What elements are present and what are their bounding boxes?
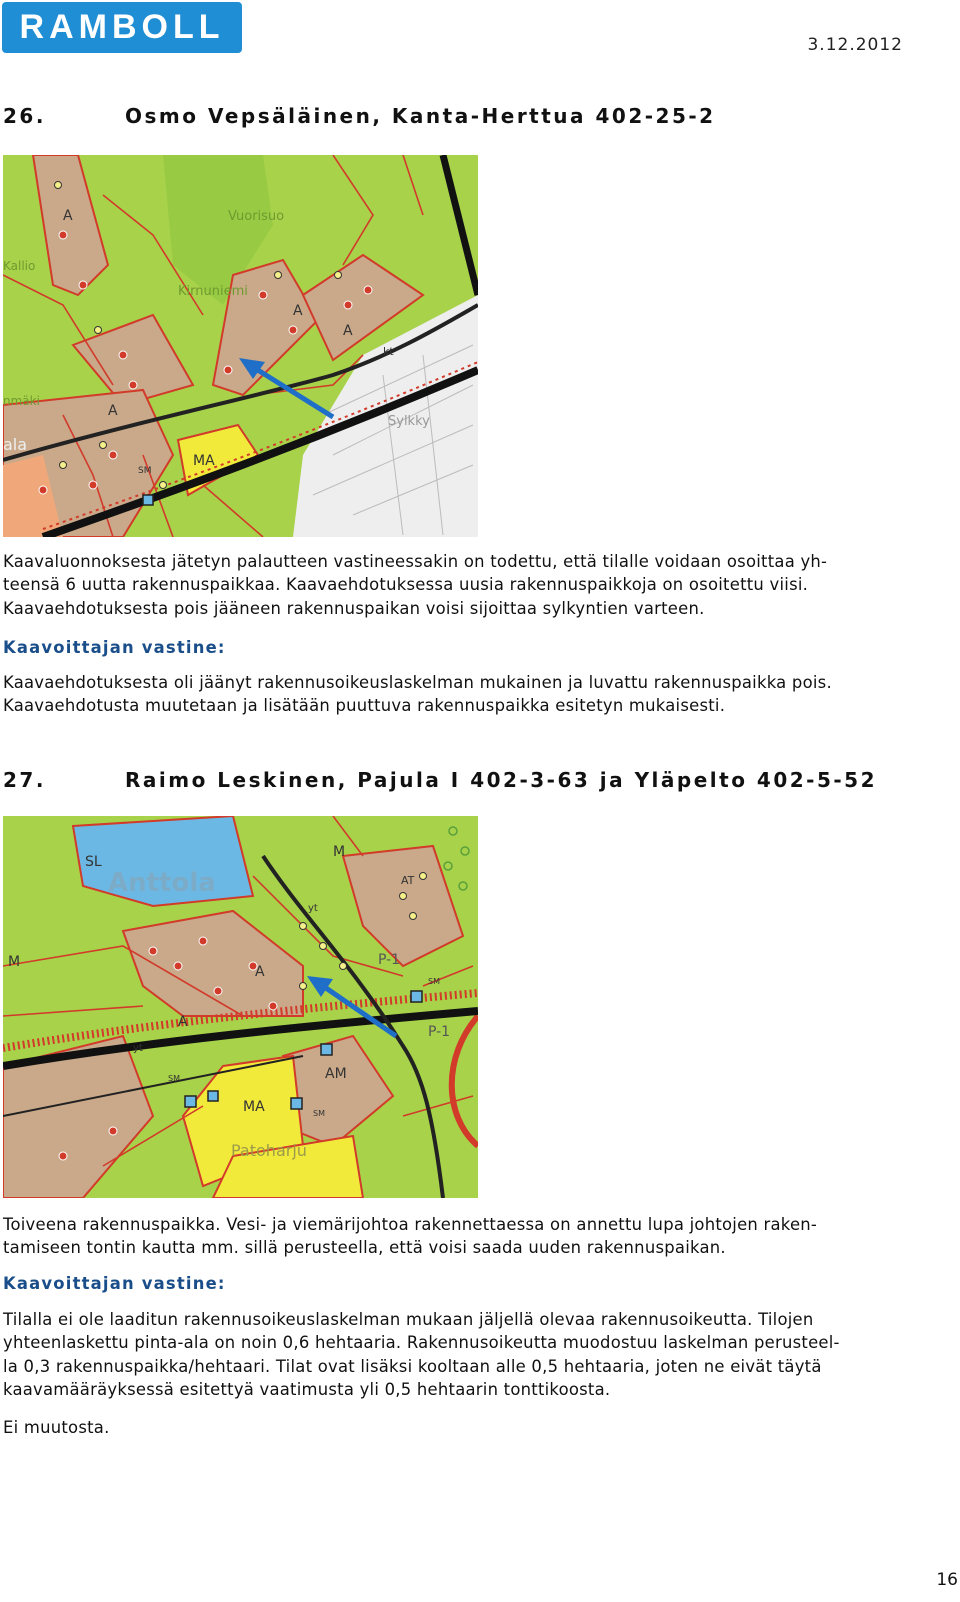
text-line: Kaavaehdotusta muutetaan ja lisätään puuttuva rakennuspaikka esitetyn mukaisesti. <box>3 696 726 716</box>
map-label: Vuorisuo <box>228 209 285 224</box>
map-label: A <box>343 323 353 339</box>
page-number: 16 <box>936 1570 958 1590</box>
map-label: nmäki <box>3 394 40 408</box>
section-27-response-heading: Kaavoittajan vastine: <box>3 1274 226 1293</box>
map-label: P-1 <box>428 1024 451 1040</box>
section-27-response <box>3 1308 953 1402</box>
section-26-response-heading: Kaavoittajan vastine: <box>3 638 226 657</box>
section-27-conclusion: Ei muutosta. <box>3 1418 110 1437</box>
section-title: Raimo Leskinen, Pajula I 402-3-63 ja Yläpelto 402-5-52 <box>125 768 878 792</box>
map-label: MA <box>243 1099 265 1115</box>
section-26-heading <box>3 104 716 128</box>
map-label: A <box>108 403 118 419</box>
map-label: MA <box>193 453 215 469</box>
text-line: Kaavaehdotuksesta pois jääneen rakennuspaikan voisi sijoittaa sylkyntien varteen. <box>3 598 705 618</box>
map-label: AT <box>401 874 415 887</box>
map-label: M <box>333 844 346 860</box>
map-label: SM <box>138 466 152 476</box>
text-line: tamiseen tontin kautta mm. sillä perusteella, että voisi saada uuden rakennuspaikan. <box>3 1238 726 1258</box>
text-line: Kaavaluonnoksesta jätetyn palautteen vastineessakin on todettu, että tilalle voidaan osoittaa yh- <box>3 552 828 571</box>
text-line: la 0,3 rakennuspaikka/hehtaari. Tilat ovat lisäksi kooltaan alle 0,5 hehtaaria, joten ne eivät täytä <box>3 1356 822 1376</box>
map-label: AM <box>325 1066 347 1082</box>
text-line: Kaavaehdotuksesta oli jäänyt rakennusoikeuslaskelman mukainen ja luvattu rakennuspaikka pois. <box>3 673 832 692</box>
section-26-response <box>3 671 953 718</box>
map-kanta-herttua <box>3 155 478 537</box>
text-line: Toiveena rakennuspaikka. Vesi- ja viemärijohtoa rakennettaessa on annettu lupa johtojen raken- <box>3 1215 818 1234</box>
section-number: 26. <box>3 104 46 128</box>
map-label: yt <box>133 1043 143 1054</box>
map-pajula-ylapelto <box>3 816 478 1198</box>
map-label: SM <box>168 1074 180 1083</box>
map-label: Kirnuniemi <box>178 284 248 299</box>
section-number: 27. <box>3 768 46 792</box>
document-date: 3.12.2012 <box>807 35 903 55</box>
map-label: ala <box>3 435 28 454</box>
text-line: teensä 6 uutta rakennuspaikkaa. Kaavaehdotuksessa uusia rakennuspaikkoja on osoitettu viisi. <box>3 575 809 595</box>
map-label: Sylkky <box>388 414 430 429</box>
map-label: M <box>8 954 21 970</box>
section-26-comment <box>3 550 953 620</box>
text-line: Tilalla ei ole laaditun rakennusoikeuslaskelman mukaan jäljellä olevaa rakennusoikeutta. Tilojen <box>3 1310 814 1329</box>
map-label: SL <box>85 854 102 870</box>
section-27-comment <box>3 1213 953 1260</box>
map-label: SM <box>428 977 440 986</box>
map-label: yt <box>308 903 318 914</box>
section-27-heading <box>3 768 877 792</box>
map-label: P-1 <box>378 952 401 968</box>
text-line: kaavamääräyksessä esitettyä vaatimusta yli 0,5 hehtaarin tonttikoosta. <box>3 1380 611 1400</box>
map-label: A <box>293 303 303 319</box>
text-line: yhteenlaskettu pinta-ala on noin 0,6 hehtaaria. Rakennusoikeutta muodostuu laskelman perusteel- <box>3 1333 840 1353</box>
map-label: kt <box>383 345 394 358</box>
map-label: Patoharju <box>231 1141 307 1160</box>
ramboll-logo: RAMBOLL <box>2 2 242 53</box>
map-label: A <box>178 1014 188 1030</box>
map-label: A <box>255 964 265 980</box>
map-label: Kallio <box>3 259 36 273</box>
map-label: Anttola <box>108 868 216 898</box>
map-label: A <box>63 208 73 224</box>
map-label: SM <box>313 1109 325 1118</box>
section-title: Osmo Vepsäläinen, Kanta-Herttua 402-25-2 <box>125 104 716 128</box>
